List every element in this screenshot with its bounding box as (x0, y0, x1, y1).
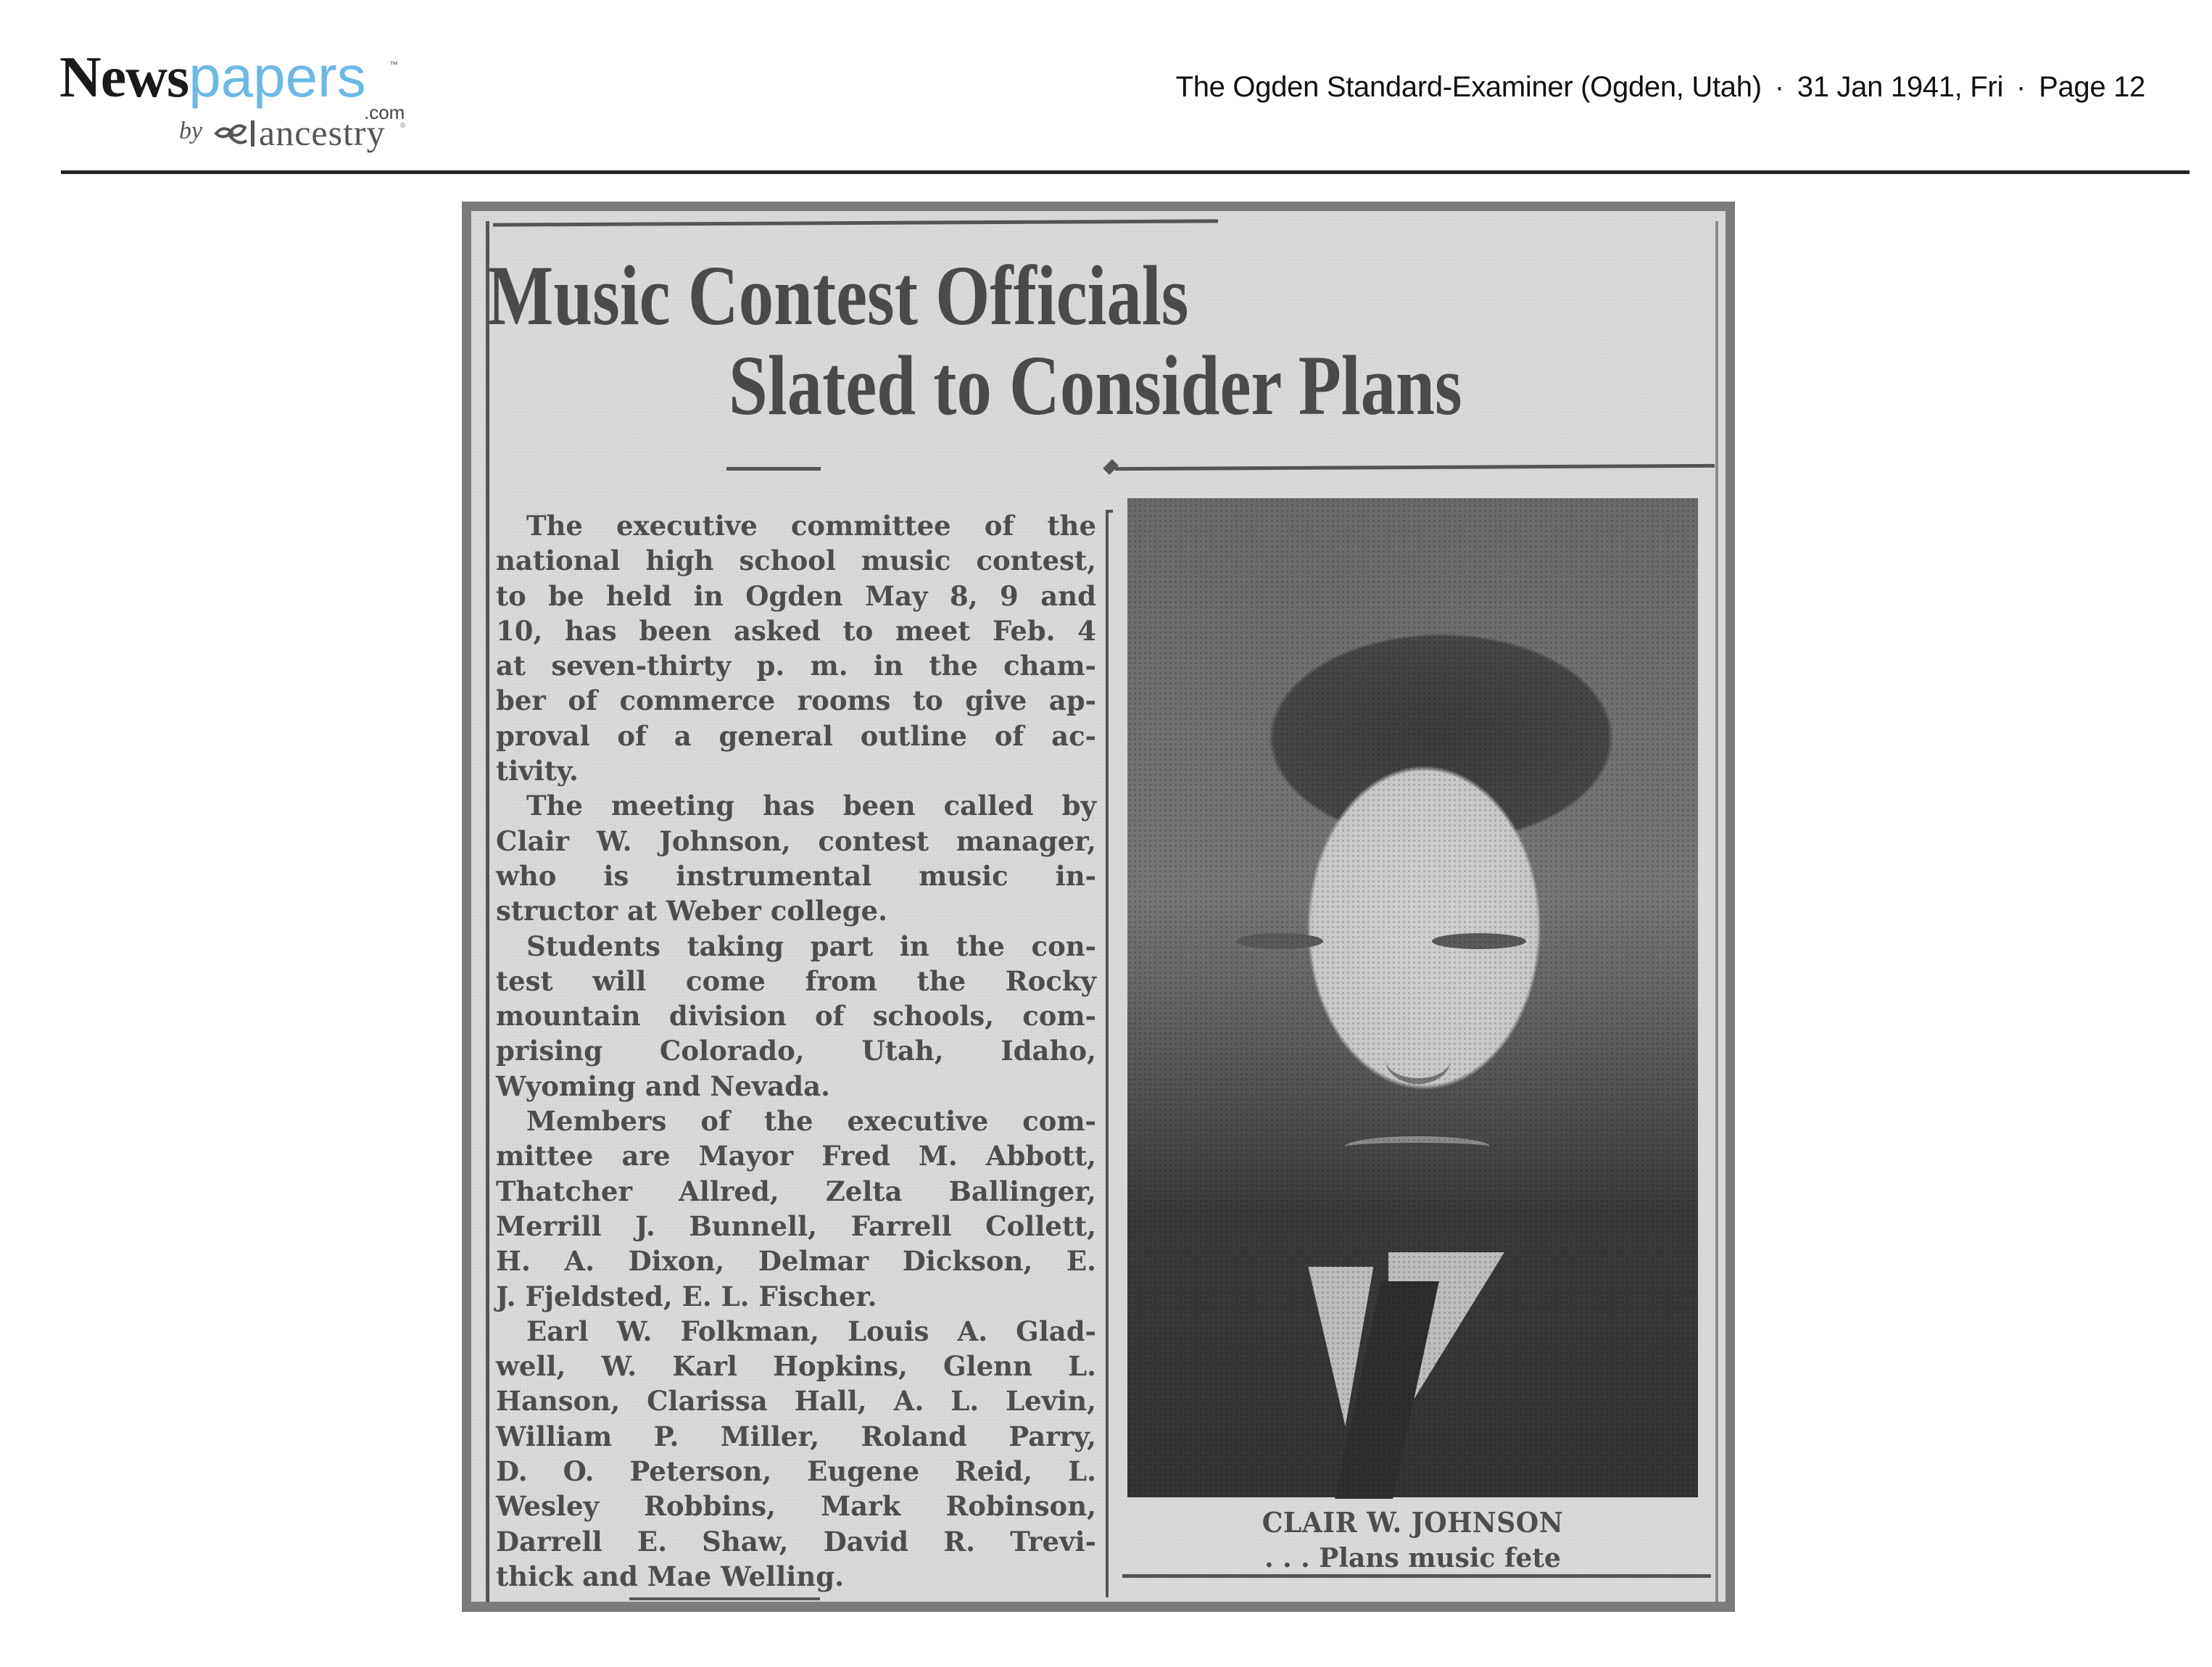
right-column-rule (1715, 221, 1718, 1602)
article-line: The executive committee of the (526, 510, 1096, 542)
newspaper-clipping (462, 202, 1735, 1612)
registered-mark: ® (400, 122, 406, 130)
article-line: test will come from the Rocky (496, 964, 1096, 997)
clipping-paper (471, 211, 1726, 1602)
article-line: Merrill J. Bunnell, Farrell Collett, (496, 1209, 1096, 1242)
left-column-rule (486, 221, 489, 1602)
separator-dot: · (1774, 71, 1784, 103)
article-line: well, W. Karl Hopkins, Glenn L. (496, 1350, 1096, 1383)
article-line: Earl W. Folkman, Louis A. Glad- (526, 1315, 1096, 1347)
logo-by-text: by (179, 117, 203, 144)
portrait-photo (1127, 498, 1698, 1497)
article-body (496, 508, 1096, 1594)
article-line: mittee are Mayor Fred M. Abbott, (496, 1140, 1096, 1172)
logo-ancestry-text: ancestry (259, 112, 386, 153)
article-line: at seven-thirty p. m. in the cham- (496, 650, 1096, 682)
headline-dash-rule (726, 467, 821, 471)
page-number: Page 12 (2039, 71, 2145, 103)
trademark-mark: ™ (389, 59, 398, 70)
photo-caption (1127, 1506, 1698, 1573)
article-line: The meeting has been called by (526, 790, 1096, 822)
article-line: Wyoming and Nevada. (496, 1070, 830, 1102)
caption-subtitle: . . . Plans music fete (1264, 1543, 1561, 1573)
caption-name: CLAIR W. JOHNSON (1262, 1506, 1564, 1539)
separator-dot: · (2016, 71, 2026, 103)
article-line: 10, has been asked to meet Feb. 4 (496, 614, 1096, 647)
caption-bottom-rule (1122, 1574, 1711, 1578)
article-line: Members of the executive com- (526, 1105, 1096, 1138)
newspapers-logo[interactable] (59, 45, 407, 154)
article-line: J. Fjeldsted, E. L. Fischer. (496, 1280, 877, 1312)
article-line: tivity. (496, 755, 579, 787)
article-line: Wesley Robbins, Mark Robinson, (496, 1490, 1096, 1523)
page-citation (1176, 71, 2145, 104)
header-divider (61, 170, 2190, 174)
article-line: mountain division of schools, com- (496, 1000, 1096, 1033)
article-line: H. A. Dixon, Delmar Dickson, E. (496, 1245, 1096, 1278)
top-rule (493, 219, 1218, 226)
halftone-overlay (1127, 498, 1698, 1497)
article-line: thick and Mae Welling. (496, 1560, 844, 1592)
logo-word-papers: papers (189, 44, 366, 109)
article-line: structor at Weber college. (496, 895, 887, 927)
article-line: D. O. Peterson, Eugene Reid, L. (496, 1455, 1096, 1488)
publication-name: The Ogden Standard-Examiner (Ogden, Utah) (1175, 71, 1762, 103)
column-divider-tick (1106, 510, 1113, 513)
article-line: prising Colorado, Utah, Idaho, (496, 1035, 1096, 1067)
article-line: proval of a general outline of ac- (496, 719, 1096, 752)
ancestry-leaf-icon (213, 119, 257, 148)
article-line: Clair W. Johnson, contest manager, (496, 824, 1096, 857)
article-end-rule (629, 1597, 820, 1600)
logo-wordmark (59, 44, 366, 109)
article-line: Thatcher Allred, Zelta Ballinger, (496, 1175, 1096, 1207)
publication-date: 31 Jan 1941, Fri (1797, 71, 2004, 103)
column-divider (1106, 510, 1109, 1597)
headline-line-2: Slated to Consider Plans (729, 338, 1462, 433)
article-line: William P. Miller, Roland Parry, (496, 1420, 1096, 1452)
article-line: Students taking part in the con- (526, 930, 1096, 962)
article-line: Darrell E. Shaw, David R. Trevi- (496, 1525, 1096, 1558)
logo-domain-suffix: .com (364, 102, 405, 123)
article-line: Hanson, Clarissa Hall, A. L. Levin, (496, 1385, 1096, 1418)
article-line: national high school music contest, (496, 545, 1096, 577)
article-line: who is instrumental music in- (496, 859, 1096, 892)
article-line: ber of commerce rooms to give ap- (496, 684, 1096, 717)
logo-word-news: News (59, 46, 189, 109)
headline-long-rule (1115, 464, 1715, 471)
headline-line-1: Music Contest Officials (487, 248, 1189, 343)
article-line: to be held in Ogden May 8, 9 and (496, 579, 1096, 612)
